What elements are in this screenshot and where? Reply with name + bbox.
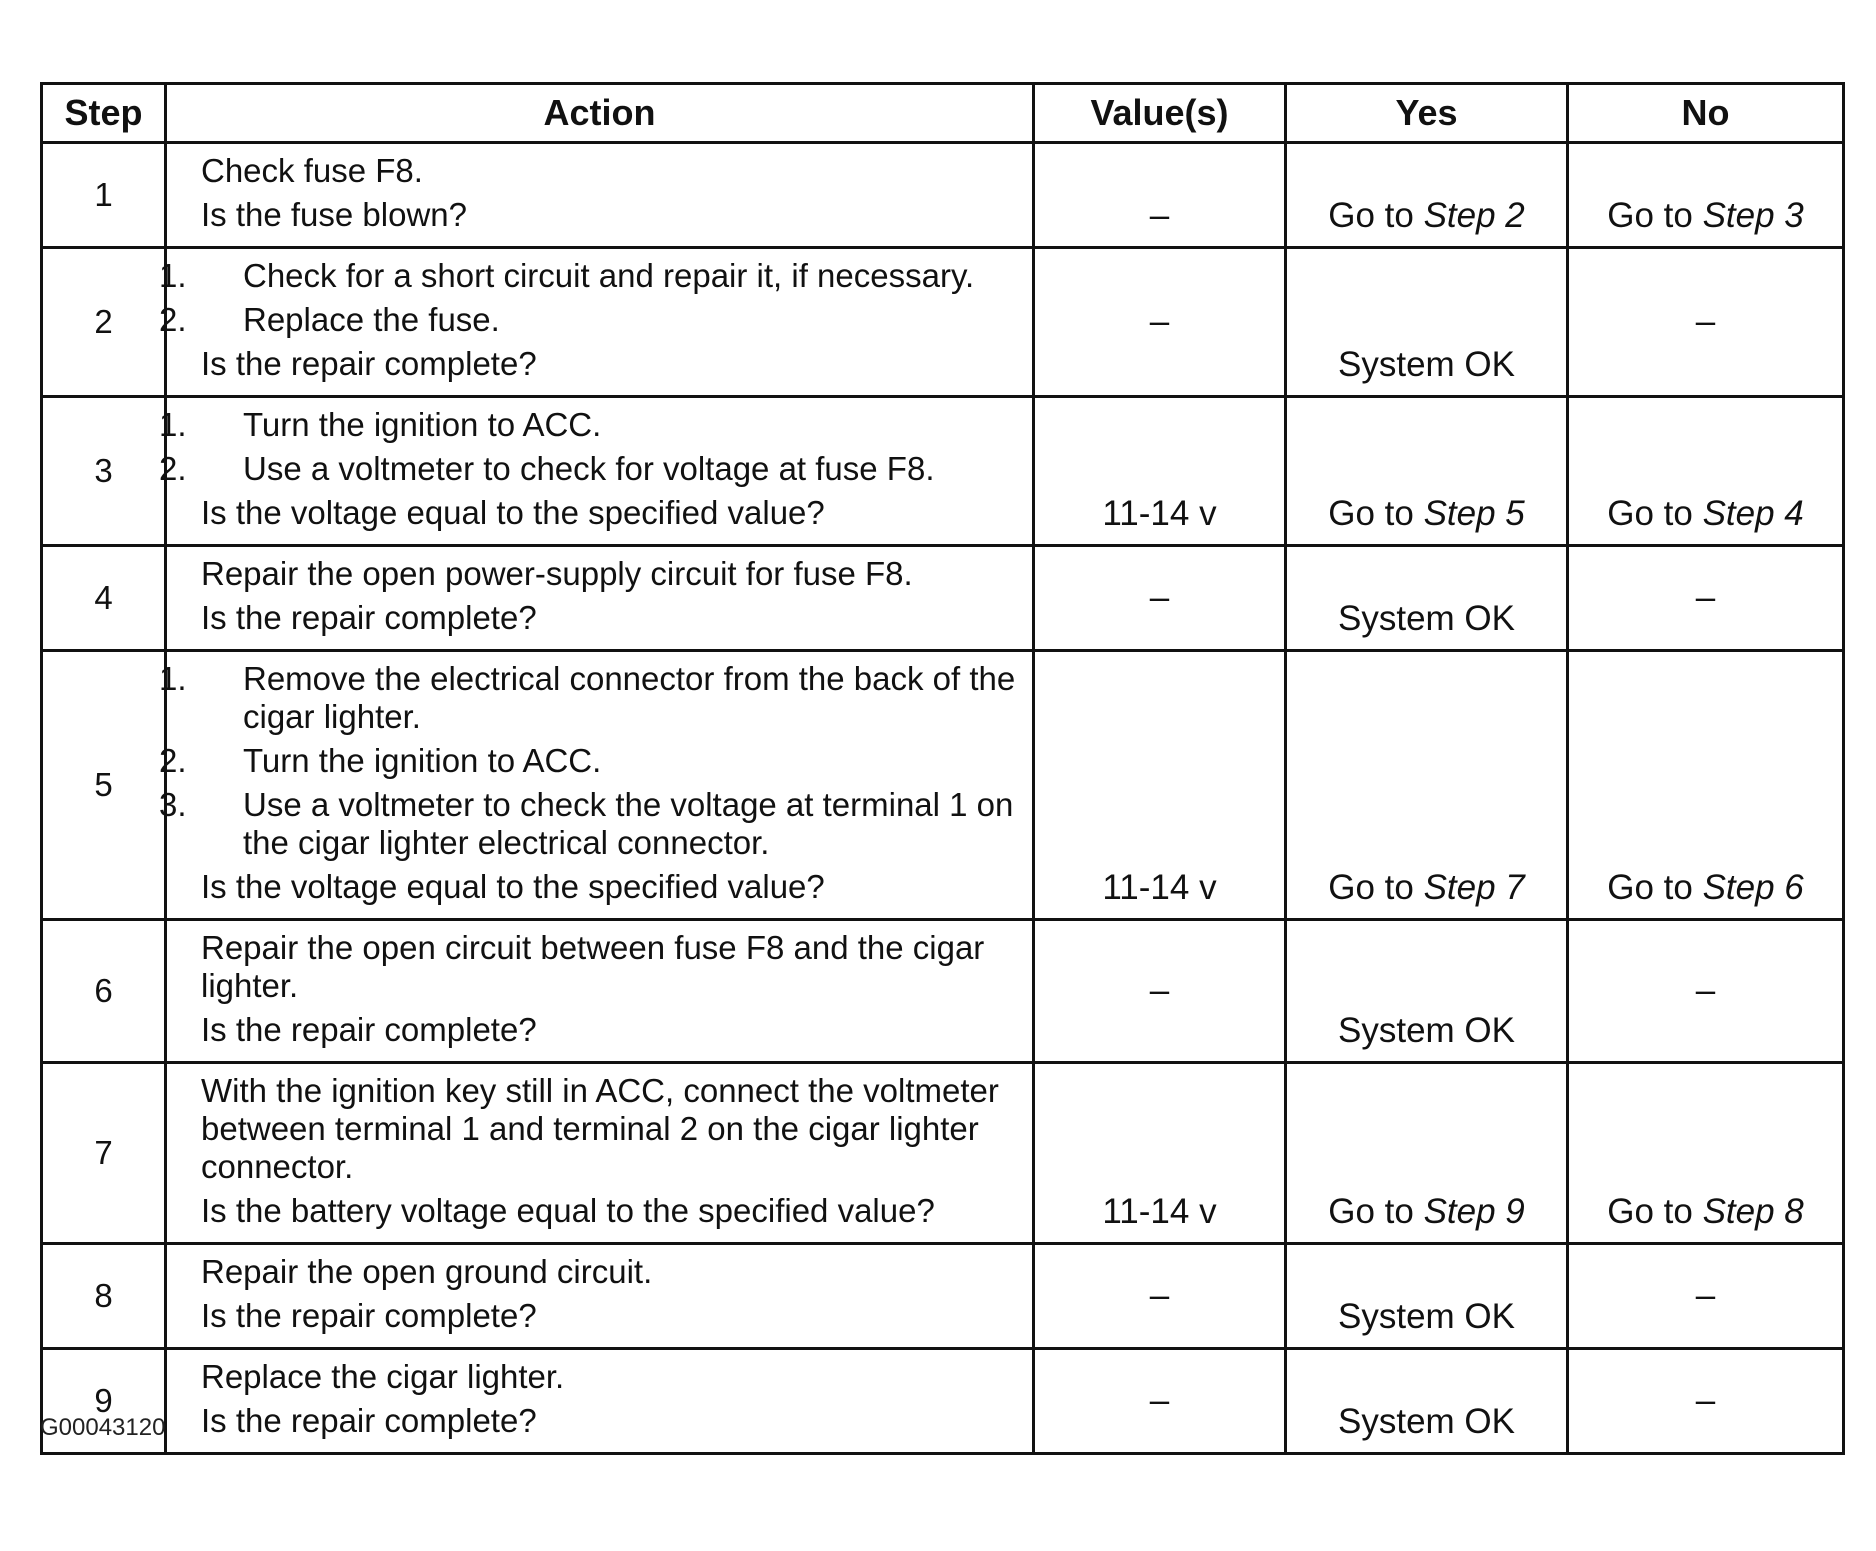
action-line-text: Repair the open power-supply circuit for fuse F8. bbox=[201, 555, 913, 592]
action-cell bbox=[166, 1349, 1034, 1454]
diagnostic-table bbox=[40, 82, 1845, 1455]
action-line-text: Turn the ignition to ACC. bbox=[243, 742, 602, 779]
action-line bbox=[201, 1192, 1022, 1230]
no-cell bbox=[1568, 397, 1844, 546]
no-cell bbox=[1568, 248, 1844, 397]
yes-cell bbox=[1286, 1349, 1568, 1454]
yes-outcome-text: System OK bbox=[1338, 599, 1515, 638]
yes-outcome-text: System OK bbox=[1338, 1297, 1515, 1336]
header-action: Action bbox=[166, 84, 1034, 143]
step-number: 7 bbox=[42, 1063, 166, 1244]
yes-outcome-text: System OK bbox=[1338, 345, 1515, 384]
table-body bbox=[42, 143, 1844, 1454]
action-cell bbox=[166, 143, 1034, 248]
yes-cell bbox=[1286, 143, 1568, 248]
action-line-text: Turn the ignition to ACC. bbox=[243, 406, 602, 443]
action-cell bbox=[166, 1244, 1034, 1349]
action-line-text: Is the repair complete? bbox=[201, 345, 537, 382]
action-line-number: 2. bbox=[159, 301, 187, 338]
step-number: 1 bbox=[42, 143, 166, 248]
yes-outcome-text: Go to bbox=[1328, 494, 1414, 533]
action-cell bbox=[159, 248, 1034, 397]
action-line-text: Replace the fuse. bbox=[243, 301, 500, 338]
action-line-number: 3. bbox=[159, 786, 187, 823]
table-row bbox=[42, 397, 1844, 546]
action-cell bbox=[166, 920, 1034, 1063]
action-line bbox=[201, 494, 1022, 532]
header-values: Value(s) bbox=[1034, 84, 1286, 143]
step-number: 9 bbox=[42, 1349, 166, 1454]
action-line bbox=[201, 196, 1022, 234]
value-cell: 11-14 v bbox=[1034, 651, 1286, 920]
value-cell: – bbox=[1034, 920, 1286, 1063]
step-number: 3 bbox=[42, 397, 166, 546]
header-yes: Yes bbox=[1286, 84, 1568, 143]
action-line bbox=[201, 152, 1022, 190]
yes-outcome-text: System OK bbox=[1338, 1402, 1515, 1441]
action-line-number: 1. bbox=[159, 257, 187, 294]
action-line-number: 1. bbox=[159, 406, 187, 443]
action-line bbox=[201, 929, 1022, 1005]
action-line-text: Is the battery voltage equal to the specified value? bbox=[201, 1192, 935, 1229]
header-row bbox=[42, 84, 1844, 143]
value-cell: – bbox=[1034, 1349, 1286, 1454]
yes-outcome-text: System OK bbox=[1338, 1011, 1515, 1050]
table-row bbox=[42, 920, 1844, 1063]
header-step: Step bbox=[42, 84, 166, 143]
action-line-text: Is the repair complete? bbox=[201, 1297, 537, 1334]
no-step-reference: Step 4 bbox=[1702, 494, 1804, 533]
action-numbered-line bbox=[159, 406, 1022, 444]
yes-cell bbox=[1286, 397, 1568, 546]
value-cell: – bbox=[1034, 143, 1286, 248]
yes-cell bbox=[1286, 920, 1568, 1063]
action-line bbox=[201, 868, 1022, 906]
value-cell: – bbox=[1034, 248, 1286, 397]
action-line-number: 2. bbox=[159, 450, 187, 487]
yes-step-reference: Step 5 bbox=[1423, 494, 1525, 533]
action-numbered-line bbox=[159, 301, 1022, 339]
action-line bbox=[201, 1358, 1022, 1396]
action-line-text: Is the repair complete? bbox=[201, 1402, 537, 1439]
action-numbered-line bbox=[159, 786, 1022, 862]
step-number: 5 bbox=[42, 651, 166, 920]
no-cell bbox=[1568, 1063, 1844, 1244]
no-cell bbox=[1568, 920, 1844, 1063]
action-line-text: Check fuse F8. bbox=[201, 152, 423, 189]
action-line-text: Is the voltage equal to the specified value? bbox=[201, 868, 825, 905]
no-cell bbox=[1568, 546, 1844, 651]
yes-step-reference: Step 7 bbox=[1423, 868, 1525, 907]
no-outcome-text: – bbox=[1695, 1276, 1716, 1315]
no-step-reference: Step 8 bbox=[1702, 1192, 1804, 1231]
action-line bbox=[201, 345, 1022, 383]
action-cell bbox=[166, 1063, 1034, 1244]
action-line-text: Replace the cigar lighter. bbox=[201, 1358, 565, 1395]
no-cell bbox=[1568, 1349, 1844, 1454]
yes-outcome-text: Go to bbox=[1328, 1192, 1414, 1231]
yes-cell bbox=[1286, 248, 1568, 397]
action-line-text: Use a voltmeter to check for voltage at fuse F8. bbox=[243, 450, 935, 487]
action-line bbox=[201, 1072, 1022, 1186]
action-line bbox=[201, 1253, 1022, 1291]
action-cell bbox=[166, 546, 1034, 651]
action-numbered-line bbox=[159, 660, 1022, 736]
no-cell bbox=[1568, 143, 1844, 248]
no-outcome-text: – bbox=[1695, 971, 1716, 1010]
action-line bbox=[201, 555, 1022, 593]
action-line-text: Is the voltage equal to the specified value? bbox=[201, 494, 825, 531]
value-cell: 11-14 v bbox=[1034, 397, 1286, 546]
action-line-text: Check for a short circuit and repair it, if necessary. bbox=[243, 257, 975, 294]
no-step-reference: Step 6 bbox=[1702, 868, 1804, 907]
header-no: No bbox=[1568, 84, 1844, 143]
table-row bbox=[42, 651, 1844, 920]
action-line-text: Remove the electrical connector from the back of the cigar lighter. bbox=[243, 660, 1016, 735]
action-line-text: Is the repair complete? bbox=[201, 599, 537, 636]
table-row bbox=[42, 1063, 1844, 1244]
action-cell bbox=[159, 651, 1034, 920]
action-line-text: Use a voltmeter to check the voltage at terminal 1 on the cigar lighter electrical connector. bbox=[243, 786, 1014, 861]
action-line-text: Repair the open circuit between fuse F8 and the cigar lighter. bbox=[201, 929, 985, 1004]
action-line-text: Repair the open ground circuit. bbox=[201, 1253, 653, 1290]
yes-step-reference: Step 2 bbox=[1423, 196, 1525, 235]
yes-cell bbox=[1286, 546, 1568, 651]
value-cell: – bbox=[1034, 546, 1286, 651]
action-line bbox=[201, 1011, 1022, 1049]
no-outcome-text: Go to bbox=[1607, 196, 1693, 235]
yes-cell bbox=[1286, 1063, 1568, 1244]
yes-outcome-text: Go to bbox=[1328, 868, 1414, 907]
table-row bbox=[42, 1244, 1844, 1349]
step-number: 2 bbox=[42, 248, 166, 397]
yes-outcome-text: Go to bbox=[1328, 196, 1414, 235]
table-row bbox=[42, 143, 1844, 248]
figure-code: G00043120 bbox=[40, 1414, 166, 1441]
no-outcome-text: – bbox=[1695, 1381, 1716, 1420]
step-number: 8 bbox=[42, 1244, 166, 1349]
no-outcome-text: Go to bbox=[1607, 868, 1693, 907]
action-line bbox=[201, 599, 1022, 637]
table-row bbox=[42, 248, 1844, 397]
action-line-text: Is the fuse blown? bbox=[201, 196, 467, 233]
no-outcome-text: – bbox=[1695, 302, 1716, 341]
table-row bbox=[42, 546, 1844, 651]
action-line-text: Is the repair complete? bbox=[201, 1011, 537, 1048]
no-outcome-text: Go to bbox=[1607, 494, 1693, 533]
step-number: 6 bbox=[42, 920, 166, 1063]
yes-step-reference: Step 9 bbox=[1423, 1192, 1525, 1231]
value-cell: 11-14 v bbox=[1034, 1063, 1286, 1244]
value-cell: – bbox=[1034, 1244, 1286, 1349]
action-cell bbox=[159, 397, 1034, 546]
no-step-reference: Step 3 bbox=[1702, 196, 1804, 235]
step-number: 4 bbox=[42, 546, 166, 651]
yes-cell bbox=[1286, 651, 1568, 920]
table-row bbox=[42, 1349, 1844, 1454]
action-line-text: With the ignition key still in ACC, connect the voltmeter between terminal 1 and terminal 2 on the cigar lighter connector. bbox=[201, 1072, 999, 1185]
action-line-number: 1. bbox=[159, 660, 187, 697]
no-cell bbox=[1568, 1244, 1844, 1349]
action-numbered-line bbox=[159, 742, 1022, 780]
action-line bbox=[201, 1297, 1022, 1335]
no-cell bbox=[1568, 651, 1844, 920]
no-outcome-text: – bbox=[1695, 578, 1716, 617]
action-line bbox=[201, 1402, 1022, 1440]
yes-cell bbox=[1286, 1244, 1568, 1349]
action-numbered-line bbox=[159, 450, 1022, 488]
action-line-number: 2. bbox=[159, 742, 187, 779]
action-numbered-line bbox=[159, 257, 1022, 295]
no-outcome-text: Go to bbox=[1607, 1192, 1693, 1231]
